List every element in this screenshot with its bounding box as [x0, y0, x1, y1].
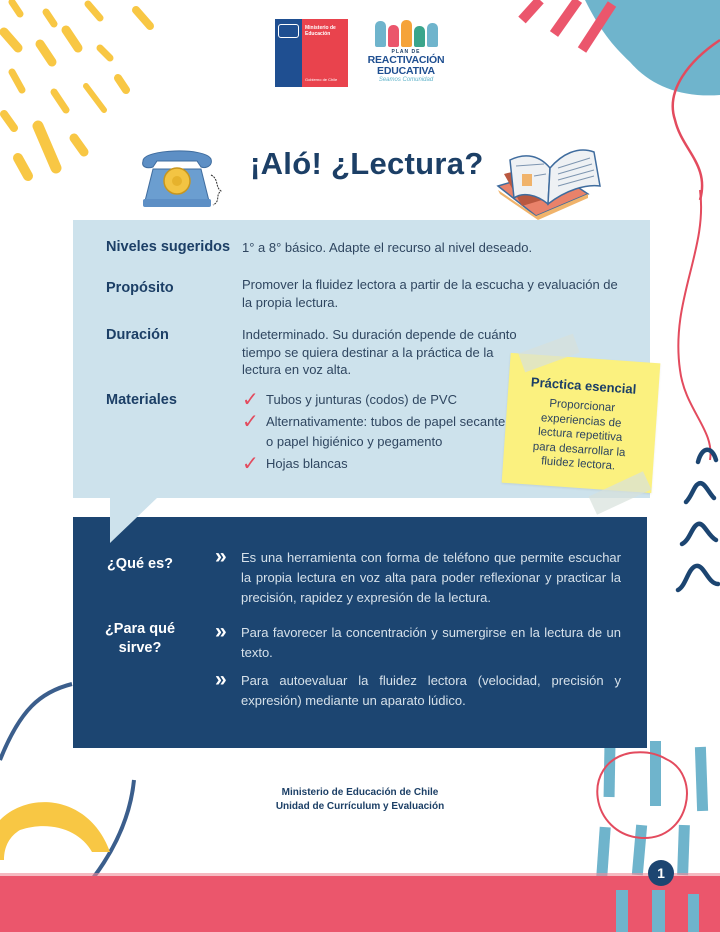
footer	[0, 786, 720, 814]
chile-seal-icon	[275, 19, 302, 87]
logo-gobierno-text: Gobierno de Chile	[305, 77, 338, 82]
navy-wave-decoration	[672, 440, 720, 610]
top-right-blob-decoration	[510, 0, 720, 200]
materiales-label: Materiales	[106, 392, 177, 408]
red-line-decoration	[660, 190, 720, 460]
que-es-bullet	[215, 545, 621, 608]
materiales-item	[242, 412, 511, 452]
materiales-item	[242, 390, 511, 410]
para-que-label-line1: ¿Para qué	[104, 621, 176, 637]
page-number-badge: 1	[648, 860, 674, 886]
logo-plan-tagline: Seamos Comunidad	[378, 77, 434, 83]
double-chevron-icon: »	[215, 668, 221, 691]
ministerio-educacion-logo	[275, 19, 348, 87]
logo-plan-small: PLAN DE	[391, 49, 421, 55]
double-chevron-icon: »	[215, 620, 221, 643]
duracion-value: Indeterminado. Su duración depende de cuánto tiempo se quiera destinar a la práctica de la lectura en voz alta.	[242, 327, 517, 377]
materiales-item-text: Alternativamente: tubos de papel secante o papel higiénico y pegamento	[266, 414, 506, 449]
duracion-label: Duración	[106, 327, 169, 343]
checkmark-icon: ✓	[242, 389, 259, 411]
logo-plan-line2: EDUCATIVA	[377, 65, 435, 77]
proposito-value: Promover la fluidez lectora a partir de la escucha y evaluación de la propia lectura.	[242, 277, 618, 310]
yellow-brush-strokes-decoration	[0, 0, 170, 190]
para-que-bullet	[215, 620, 621, 663]
logo-ministerio-line1: Ministerio de	[305, 25, 336, 31]
materiales-item-text: Tubos y junturas (codos) de PVC	[266, 392, 457, 407]
double-chevron-icon: »	[215, 545, 221, 568]
proposito-label: Propósito	[106, 280, 174, 296]
para-que-label-line2: sirve?	[118, 640, 162, 656]
que-es-label: ¿Qué es?	[106, 556, 174, 572]
speech-bubble-tail-decoration	[110, 497, 158, 543]
materiales-item	[242, 454, 511, 474]
para-que-bullet	[215, 668, 621, 711]
footer-line2: Unidad de Currículum y Evaluación	[275, 801, 445, 812]
raised-hands-icon	[366, 17, 446, 47]
logo-ministerio-line2: Educación	[305, 31, 331, 37]
checkmark-icon: ✓	[242, 453, 259, 475]
para-que-text: Para autoevaluar la fluidez lectora (velocidad, precisión y expresión) mediante un aparato lúdico.	[241, 673, 621, 708]
para-que-label	[95, 620, 185, 658]
plan-reactivacion-logo	[366, 17, 446, 89]
sticky-note-title: Práctica esencial	[530, 374, 637, 397]
materiales-list	[242, 390, 511, 476]
bottom-red-band-decoration	[0, 876, 720, 932]
open-book-icon	[492, 134, 604, 220]
telephone-icon	[135, 145, 227, 211]
page-title: ¡Aló! ¿Lectura?	[250, 146, 484, 181]
footer-line1: Ministerio de Educación de Chile	[281, 787, 439, 798]
niveles-value: 1° a 8° básico. Adapte el recurso al nivel deseado.	[242, 240, 533, 255]
que-es-text: Es una herramienta con forma de teléfono que permite escuchar la propia lectura en voz alta para poder reflexionar y practicar la precisión, rapidez y expresión de la lectura.	[241, 550, 621, 605]
materiales-item-text: Hojas blancas	[266, 456, 348, 471]
para-que-text: Para favorecer la concentración y sumergirse en la lectura de un texto.	[241, 625, 621, 660]
sticky-note-body: Proporcionar experiencias de lectura repetitiva para desarrollar la fluidez lectora.	[532, 397, 626, 473]
logo-plan-line1: REACTIVACIÓN	[367, 54, 445, 66]
practica-esencial-sticky-note	[502, 353, 661, 493]
checkmark-icon: ✓	[242, 411, 259, 433]
niveles-label: Niveles sugeridos	[106, 239, 231, 255]
